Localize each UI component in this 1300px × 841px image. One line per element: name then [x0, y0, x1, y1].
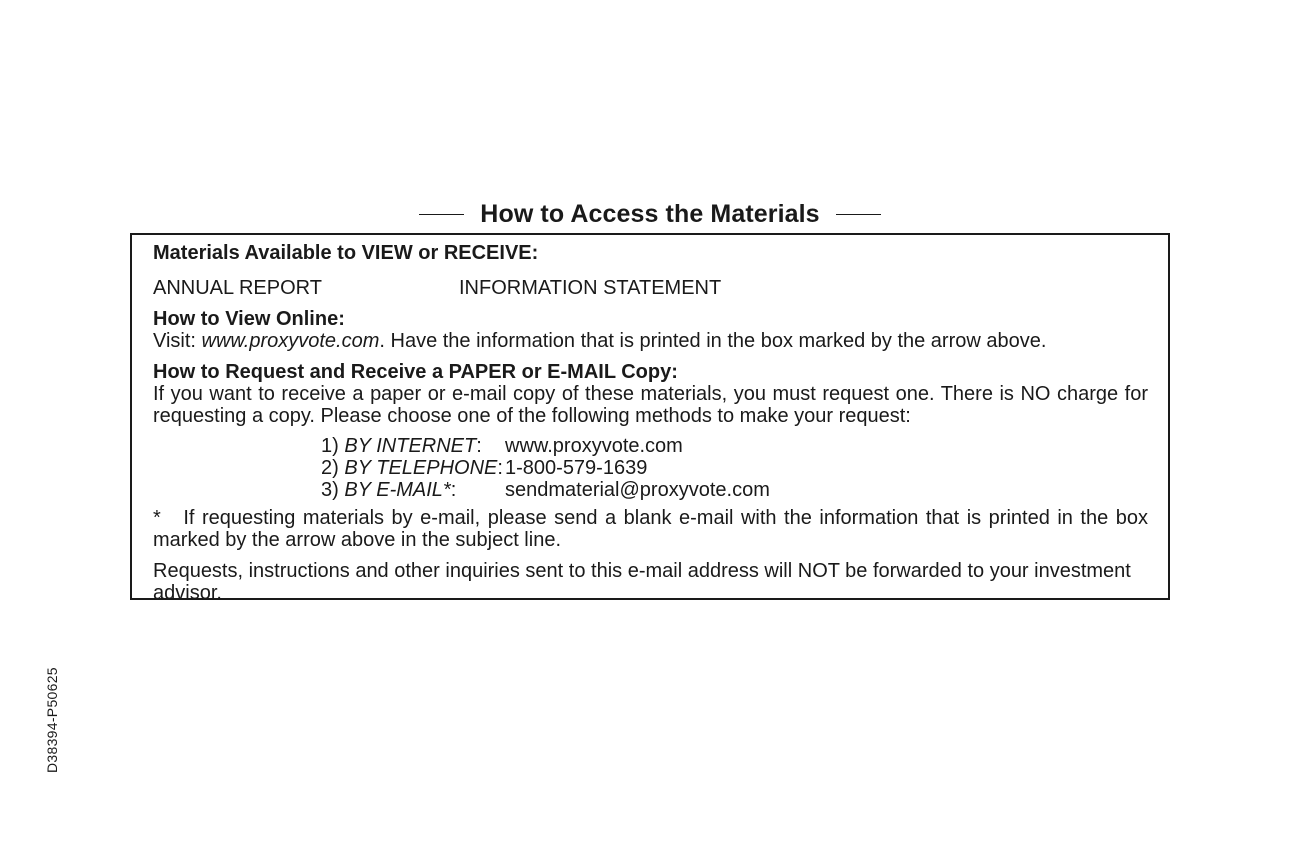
title-row — [0, 197, 1300, 231]
method-number: 1) — [321, 435, 339, 457]
disclaimer: Requests, instructions and other inquiries sent to this e-mail address will NOT be forwarded to your investment advisor. — [153, 560, 1131, 604]
method-label: BY E-MAIL* — [344, 479, 451, 501]
method-internet-value[interactable]: www.proxyvote.com — [505, 435, 683, 457]
method-label: BY TELEPHONE — [344, 457, 498, 479]
method-email-value[interactable]: sendmaterial@proxyvote.com — [505, 479, 770, 501]
method-colon: : — [476, 435, 482, 457]
method-colon: : — [450, 479, 457, 501]
method-telephone-value[interactable]: 1-800-579-1639 — [505, 457, 648, 479]
method-email — [321, 479, 1148, 501]
access-materials-box — [130, 233, 1170, 604]
page-title: How to Access the Materials — [480, 199, 820, 228]
material-item-information-statement: INFORMATION STATEMENT — [459, 277, 722, 299]
method-colon: : — [497, 457, 503, 479]
title-rule-right — [836, 214, 881, 215]
materials-heading: Materials Available to VIEW or RECEIVE: — [153, 242, 539, 264]
method-label: BY INTERNET — [344, 435, 477, 457]
method-telephone — [321, 457, 1148, 479]
title-rule-left — [419, 214, 464, 215]
materials-list — [153, 277, 1148, 299]
visit-label: Visit: — [153, 330, 196, 352]
view-online-heading: How to View Online: — [153, 308, 345, 330]
request-heading: How to Request and Receive a PAPER or E-MAIL Copy: — [153, 361, 678, 383]
method-number: 3) — [321, 479, 339, 501]
document-code: D38394-P50625 — [44, 667, 60, 773]
request-text: If you want to receive a paper or e-mail copy of these materials, you must request one. There is NO charge for requesting a copy. Please choose one of the following methods to make your request: — [153, 383, 1148, 427]
request-methods — [321, 435, 1148, 501]
email-footnote: * If requesting materials by e-mail, please send a blank e-mail with the information that is printed in the box marked by the arrow above in the subject line. — [153, 507, 1154, 551]
box-content — [153, 242, 1154, 604]
view-online-text — [153, 330, 1148, 352]
material-item-annual-report: ANNUAL REPORT — [153, 277, 322, 299]
view-online-instructions: . Have the information that is printed in the box marked by the arrow above. — [379, 330, 1047, 352]
method-internet — [321, 435, 1148, 457]
proxyvote-link[interactable]: www.proxyvote.com — [201, 330, 380, 352]
method-number: 2) — [321, 457, 339, 479]
